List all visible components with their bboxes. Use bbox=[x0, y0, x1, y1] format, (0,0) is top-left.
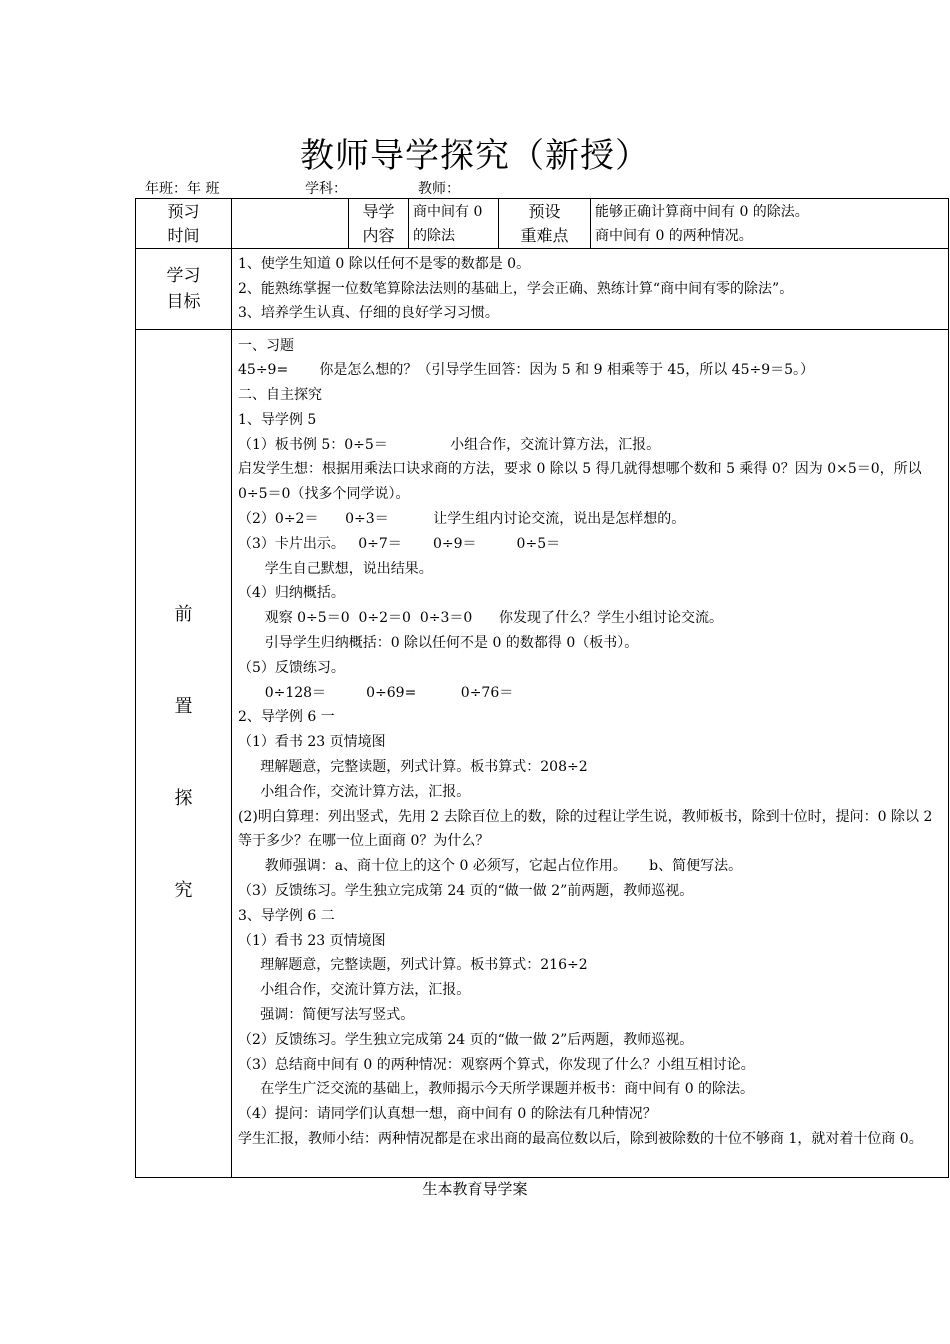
explore-label: 前 置 探 究 bbox=[136, 329, 232, 1177]
page-title: 教师导学探究（新授） bbox=[300, 136, 650, 176]
content-line: （1）板书例 5：0÷5＝ 小组合作，交流计算方法，汇报。 bbox=[238, 436, 661, 453]
content-line: (2)明白算理：列出竖式，先用 2 去除百位上的数，除的过程让学生说，教师板书，除到十位时，提问：0 除以 2 等于多少？在哪一位上面商 0？为什么？ bbox=[238, 808, 933, 850]
content-line: 一、习题 bbox=[238, 337, 294, 354]
preview-time-label: 预习 时间 bbox=[136, 199, 232, 249]
content-line: 0÷128＝ 0÷69= 0÷76＝ bbox=[238, 684, 514, 701]
goal-item: 3、培养学生认真、仔细的良好学习习惯。 bbox=[238, 305, 499, 321]
content-line: （4）归纳概括。 bbox=[238, 585, 345, 602]
key-points-value: 能够正确计算商中间有 0 的除法。 商中间有 0 的两种情况。 bbox=[591, 199, 949, 249]
guide-content-value: 商中间有 0 的除法 bbox=[409, 199, 499, 249]
content-line: 45÷9= 你是怎么想的？（引导学生回答：因为 5 和 9 相乘等于 45，所以 45÷9＝5。） bbox=[238, 362, 815, 379]
teacher-label: 教师： bbox=[418, 181, 460, 197]
lesson-table bbox=[135, 198, 949, 1178]
content-line: （3）反馈练习。学生独立完成第 24 页的“做一做 2”前两题，教师巡视。 bbox=[238, 883, 694, 900]
goals-row bbox=[136, 249, 949, 330]
content-line: 启发学生想：根据用乘法口诀求商的方法，要求 0 除以 5 得几就得想哪个数和 5 乘得 0？因为 0×5＝0，所以 0÷5＝0（找多个同学说）。 bbox=[238, 461, 922, 503]
content-line: 小组合作，交流计算方法，汇报。 bbox=[238, 982, 471, 999]
content-line: （3）卡片出示。 0÷7＝ 0÷9＝ 0÷5＝ bbox=[238, 535, 561, 552]
footer-text: 生本教育导学案 bbox=[422, 1180, 528, 1198]
content-line: 学生自己默想，说出结果。 bbox=[238, 560, 433, 577]
content-line: 小组合作，交流计算方法，汇报。 bbox=[238, 783, 471, 800]
goal-item: 1、使学生知道 0 除以任何不是零的数都是 0。 bbox=[238, 256, 531, 272]
preview-time-value bbox=[232, 199, 349, 249]
content-line: 教师强调：a、商十位上的这个 0 必须写，它起占位作用。 b、简便写法。 bbox=[238, 858, 743, 875]
content-line: 理解题意，完整读题，列式计算。板书算式：216÷2 bbox=[238, 957, 588, 974]
content-line: 2、导学例 6 一 bbox=[238, 709, 335, 726]
content-line: 学生汇报，教师小结：两种情况都是在求出商的最高位数以后，除到被除数的十位不够商 1，就对着十位商 0。 bbox=[238, 1131, 923, 1147]
class-label: 年班：年 班 bbox=[145, 181, 220, 197]
content-line: （1）看书 23 页情境图 bbox=[238, 932, 386, 949]
content-line: （1）看书 23 页情境图 bbox=[238, 734, 386, 751]
content-line: 强调：简便写法写竖式。 bbox=[238, 1007, 415, 1024]
explore-content bbox=[232, 329, 949, 1177]
content-line: 观察 0÷5＝0 0÷2＝0 0÷3＝0 你发现了什么？学生小组讨论交流。 bbox=[238, 610, 724, 627]
key-points-label: 预设 重难点 bbox=[499, 199, 591, 249]
content-line: 1、导学例 5 bbox=[238, 411, 317, 428]
content-line: 引导学生归纳概括：0 除以任何不是 0 的数都得 0（板书）。 bbox=[238, 635, 639, 652]
content-line: （5）反馈练习。 bbox=[238, 659, 345, 676]
explore-row bbox=[136, 329, 949, 1177]
subject-label: 学科： bbox=[305, 181, 347, 197]
content-line: 3、导学例 6 二 bbox=[238, 907, 335, 924]
content-line: （3）总结商中间有 0 的两种情况：观察两个算式，你发现了什么？小组互相讨论。 bbox=[238, 1056, 755, 1073]
content-line: （2）反馈练习。学生独立完成第 24 页的“做一做 2”后两题，教师巡视。 bbox=[238, 1031, 694, 1048]
content-line: 在学生广泛交流的基础上，教师揭示今天所学课题并板书：商中间有 0 的除法。 bbox=[238, 1081, 755, 1098]
goals-label: 学习 目标 bbox=[136, 249, 232, 330]
goals-list bbox=[232, 249, 949, 330]
header-row bbox=[136, 199, 949, 249]
guide-content-label: 导学 内容 bbox=[349, 199, 409, 249]
content-line: （2）0÷2＝ 0÷3＝ 让学生组内讨论交流，说出是怎样想的。 bbox=[238, 511, 686, 528]
content-line: （4）提问：请同学们认真想一想，商中间有 0 的除法有几种情况？ bbox=[238, 1106, 657, 1123]
content-line: 理解题意，完整读题，列式计算。板书算式：208÷2 bbox=[238, 759, 588, 776]
content-line: 二、自主探究 bbox=[238, 387, 322, 404]
goal-item: 2、能熟练掌握一位数笔算除法法则的基础上，学会正确、熟练计算“商中间有零的除法”。 bbox=[238, 280, 794, 297]
